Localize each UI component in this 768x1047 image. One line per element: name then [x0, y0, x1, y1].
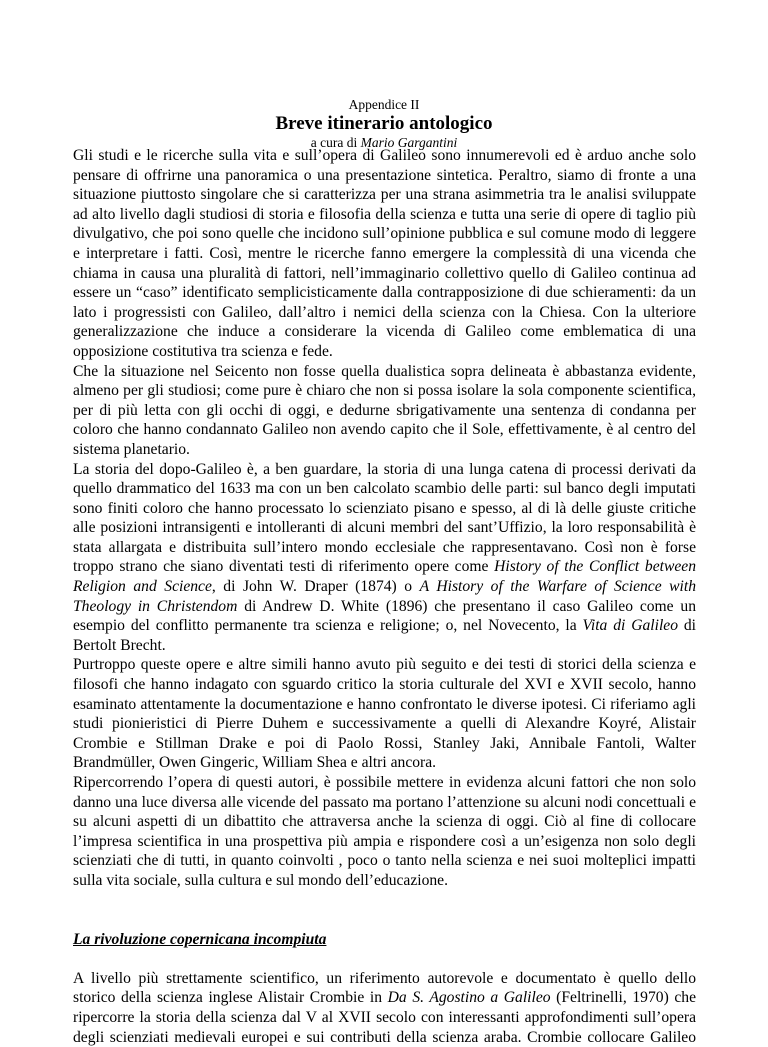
section-heading: La rivoluzione copernicana incompiuta: [73, 930, 327, 948]
italic-title: History of the Conflict between Religion and Science: [73, 558, 696, 596]
curator-name: Mario Gargantini: [360, 135, 458, 150]
text-run: Purtroppo queste opere e altre simili hanno avuto più seguito e dei testi di storici della scienza e filosofi che hanno indagato con sguardo critico la storia culturale del XVI e XVII secolo, hanno esaminato attentamente la documentazione e hanno confrontato le diverse ipotesi. Ci riferiamo agli studi pionieristici di Pierre Duhem e successivamente a quelli di Alexandre Koyré, Alistair Crombie e Stillman Drake e poi di Paolo Rossi, Stanley Jaki, Annibale Fantoli, Walter Brandmüller, Owen Gingeric, William Shea e altri ancora.: [73, 656, 696, 772]
paragraph: [73, 655, 696, 773]
document-body: [73, 146, 696, 1047]
text-run: di Bertolt Brecht.: [73, 617, 697, 654]
paragraph: [73, 969, 696, 1047]
italic-title: Vita di Galileo: [582, 617, 678, 635]
text-run: Che la situazione nel Seicento non fosse quella dualistica sopra delineata è abbastanza evidente, almeno per gli studiosi; come pure è chiaro che non si possa isolare la sola componente scientifica, per di più letta con gli occhi di oggi, e dedurne sbrigativamente una sentenza di condanna per coloro che hanno condannato Galileo non avendo capito che il Sole, effettivamente, è al centro del sistema planetario.: [73, 362, 696, 458]
text-run: La storia del dopo-Galileo è, a ben guardare, la storia di una lunga catena di processi derivati da quello drammatico del 1633 ma con un ben calcolato scambio delle parti: sul banco degli imputati sono finiti coloro che hanno processato lo scienziato pisano e spesso, al di là delle giuste critiche alle posizioni intransigenti e intolleranti di alcuni membri del sant’Uffizio, la loro responsabilità è stata allargata e distribuita sull’intero mondo ecclesiale che rappresentavano. Così non è forse troppo strano che siano diventati testi di riferimento opere come: [73, 460, 696, 576]
text-run: di Andrew D. White (1896) che presentano il caso Galileo come un esempio del conflitto permanente tra scienza e religione; o, nel Novecento, la: [73, 597, 696, 635]
appendix-label: Appendice II: [348, 97, 420, 112]
italic-title: A History of the Warfare of Science with Theology in Christendom: [73, 578, 697, 615]
text-run: (Feltrinelli, 1970) che ripercorre la storia della scienza dal V al XVII secolo con interessanti approfondimenti sull’opera degli scienziati medievali europei e sui contributi della scienza araba. Crombie collocare Galileo: [73, 989, 697, 1046]
paragraph: [73, 362, 696, 460]
section-paragraphs: [73, 969, 696, 1047]
text-run: Ripercorrendo l’opera di questi autori, è possibile mettere in evidenza alcuni fattori che non solo danno una luce diversa alle vicende del passato ma portano l’attenzione su alcuni nodi concettuali e su alcuni aspetti di un dibattito che attraversa anche la scienza di oggi. Ciò al fine di collocare l’impresa scientifica in una prospettiva più ampia e rispondere così a un’esigenza non solo degli scienziati che di tutti, in quanto coinvolti , poco o tanto nella scienza e nei suoi molteplici impatti sulla vita sociale, sulla cultura e sul mondo dell’educazione.: [73, 774, 696, 889]
paragraph: [73, 146, 696, 362]
intro-paragraphs: [73, 146, 696, 891]
document-header: [0, 97, 768, 151]
text-run: A livello più strettamente scientifico, un riferimento autorevole e documentato è quello dello storico della scienza inglese Alistair Crombie in: [73, 969, 696, 1007]
paragraph: [73, 460, 696, 656]
curator-prefix: a cura di: [310, 135, 361, 150]
document-title: Breve itinerario antologico: [275, 113, 493, 134]
text-run: , di John W. Draper (1874) o: [211, 578, 420, 596]
paragraph: [73, 773, 696, 891]
italic-title: Da S. Agostino a Galileo: [387, 989, 551, 1007]
text-run: Gli studi e le ricerche sulla vita e sull’opera di Galileo sono innumerevoli ed è arduo anche solo pensare di offrirne una panoramica o una presentazione sintetica. Peraltro, siamo di fronte a una situazione piuttosto singolare che si caratterizza per una strana asimmetria tra le analisi sviluppate ad alto livello dagli studiosi di storia e filosofia della scienza e tutta una serie di opere di taglio più divulgativo, che poi sono quelle che incidono sull’opinione pubblica e sul comune modo di leggere e interpretare i fatti. Così, mentre le ricerche fanno emergere la complessità di una vicenda che chiama in causa una pluralità di fattori, nell’immaginario collettivo quello di Galileo continua ad essere un “caso” identificato semplicisticamente dalla contrapposizione di due schieramenti: da un lato i progressisti con Galileo, dall’altro i nemici della scienza con la Chiesa. Con la ulteriore generalizzazione che induce a considerare la vicenda di Galileo come emblematica di una opposizione costitutiva tra scienza e fede.: [73, 147, 696, 360]
